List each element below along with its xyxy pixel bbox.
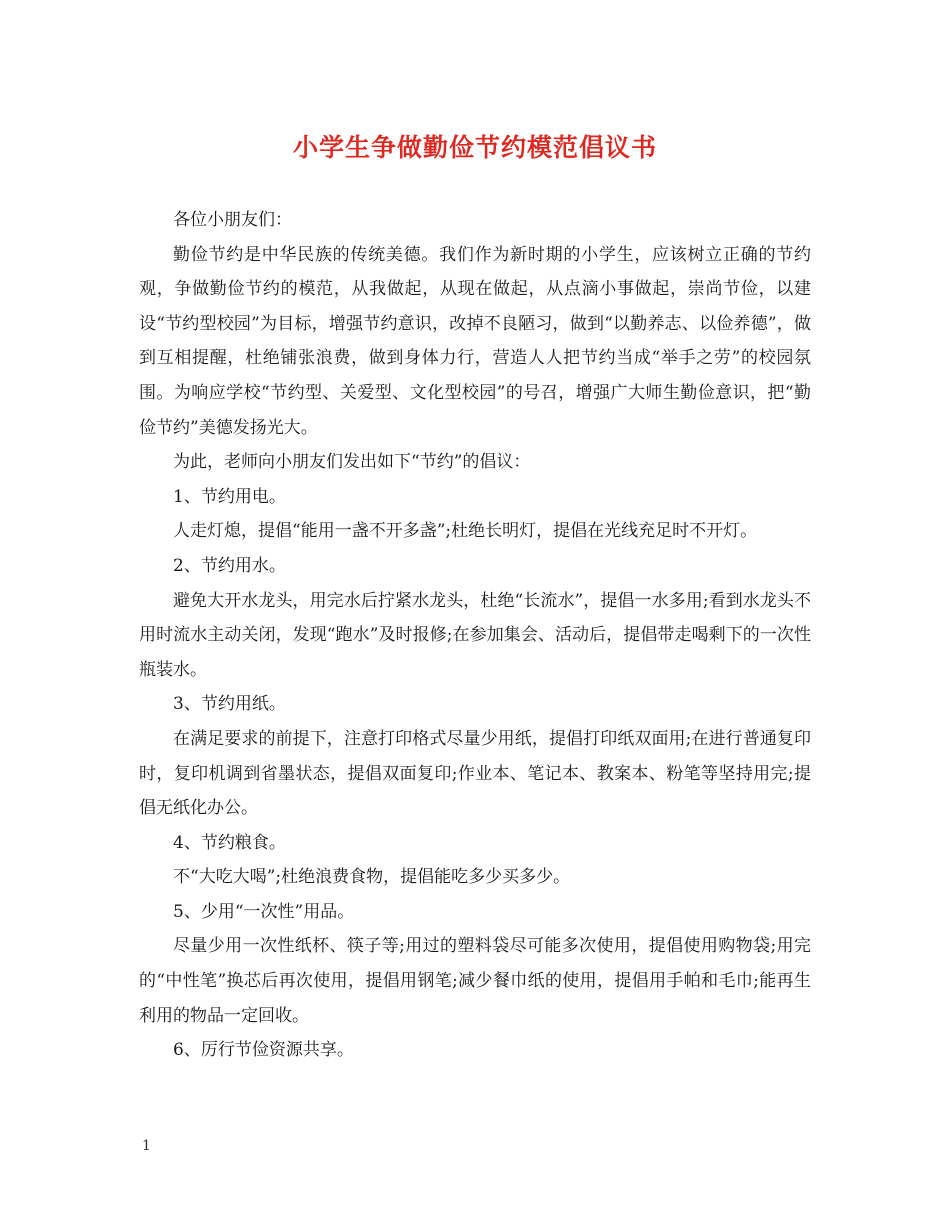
section-heading-disposables: 5、少用“一次性”用品。 [173, 901, 355, 922]
section-body-paper: 在满足要求的前提下，注意打印格式尽量少用纸，提倡打印纸双面用;在进行普通复印时，复印机调到省墨状态，提倡双面复印;作业本、笔记本、教案本、粉笔等坚持用完;提倡无纸化办公。 [139, 728, 811, 819]
page-number: 1 [142, 1138, 151, 1154]
document-title: 小学生争做勤俭节约模范倡议书 [292, 133, 657, 162]
section-body-water: 避免大开水龙头，用完水后拧紧水龙头，杜绝“长流水”，提倡一水多用;看到水龙头不用时流水主动关闭，发现“跑水”及时报修;在参加集会、活动后，提倡带走喝剩下的一次性瓶装水。 [139, 590, 811, 680]
section-heading-water: 2、节约用水。 [173, 555, 286, 576]
section-heading-sharing: 6、厉行节俭资源共享。 [173, 1040, 354, 1061]
intro-paragraph: 勤俭节约是中华民族的传统美德。我们作为新时期的小学生，应该树立正确的节约观，争做勤俭节约的模范，从我做起，从现在做起，从点滴小事做起，崇尚节俭，以建设“节约型校园”为目标，增强节约意识，改掉不良陋习，做到“以勤养志、以俭养德”，做到互相提醒，杜绝铺张浪费，做到身体力行，营造人人把节约当成“举手之劳”的校园氛围。为响应学校“节约型、关爱型、文化型校园”的号召，增强广大师生勤俭意识，把“勤俭节约”美德发扬光大。 [139, 244, 811, 438]
section-body-electricity: 人走灯熄，提倡“能用一盏不开多盏”;杜绝长明灯，提倡在光线充足时不开灯。 [173, 521, 758, 542]
section-heading-paper: 3、节约用纸。 [173, 694, 286, 715]
section-heading-food: 4、节约粮食。 [173, 832, 286, 853]
document-body [139, 203, 811, 1068]
section-body-food: 不“大吃大喝”;杜绝浪费食物，提倡能吃多少买多少。 [173, 867, 571, 888]
salutation: 各位小朋友们： [173, 210, 292, 230]
section-body-disposables: 尽量少用一次性纸杯、筷子等;用过的塑料袋尽可能多次使用，提倡使用购物袋;用完的“中性笔”换芯后再次使用，提倡用钢笔;减少餐巾纸的使用，提倡用手帕和毛巾;能再生利用的物品一定回收。 [139, 936, 811, 1026]
section-heading-electricity: 1、节约用电。 [173, 486, 286, 507]
proposal-lead: 为此，老师向小朋友们发出如下“节约”的倡议： [173, 452, 531, 473]
